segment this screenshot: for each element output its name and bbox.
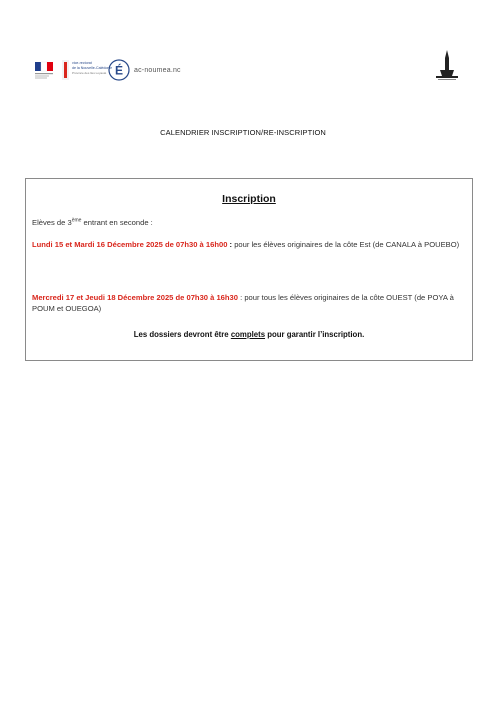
- notice-suffix: pour garantir l’inscription.: [265, 330, 365, 339]
- school-tower-logo-icon: [432, 48, 462, 86]
- vice-rectorat-logo-icon: [62, 56, 113, 84]
- document-title: [0, 128, 500, 137]
- intro-superscript: ème: [71, 217, 82, 224]
- site-url-text: ac-noumea.nc: [134, 66, 181, 74]
- section-heading: Inscription: [222, 193, 276, 205]
- intro-paragraph: [32, 217, 153, 228]
- period-1-dates: Lundi 15 et Mardi 16 Décembre 2025 de 07h30 à 16h00: [32, 240, 228, 249]
- intro-prefix: Elèves de 3: [32, 218, 72, 227]
- svg-text:É: É: [114, 63, 124, 78]
- inscription-box: [25, 178, 473, 361]
- republique-francaise-logo-icon: [32, 56, 60, 84]
- period-1-colon: :: [227, 240, 233, 249]
- period-1-text: pour les élèves originaires de la côte Est (de CANALA à POUEBO): [232, 240, 460, 249]
- period-2-paragraph: [32, 292, 468, 314]
- notice-prefix: Les dossiers devront être: [133, 330, 231, 339]
- period-2-dates: Mercredi 17 et Jeudi 18 Décembre 2025 de 07h30 à 16h30: [32, 293, 238, 302]
- institution-logos: [32, 52, 181, 88]
- vice-rectorat-line-2: de la Nouvelle-Calédonie: [72, 66, 113, 70]
- document-title-text: CALENDRIER INSCRIPTION/RE-INSCRIPTION: [160, 128, 326, 137]
- period-2-text: : pour tous les élèves originaires de la côte OUEST (de POYA à POUM et OUEGOA): [32, 293, 454, 313]
- vice-rectorat-line-1: vice-rectorat: [72, 61, 92, 65]
- period-1-paragraph: [32, 239, 468, 250]
- intro-suffix: entrant en seconde :: [81, 218, 153, 227]
- header-logos: [32, 52, 472, 88]
- academy-e-logo-icon: [108, 59, 130, 81]
- notice-paragraph: [26, 330, 472, 339]
- notice-underlined-word: complets: [230, 330, 266, 339]
- vice-rectorat-line-3: Province des îles Loyauté: [72, 71, 107, 75]
